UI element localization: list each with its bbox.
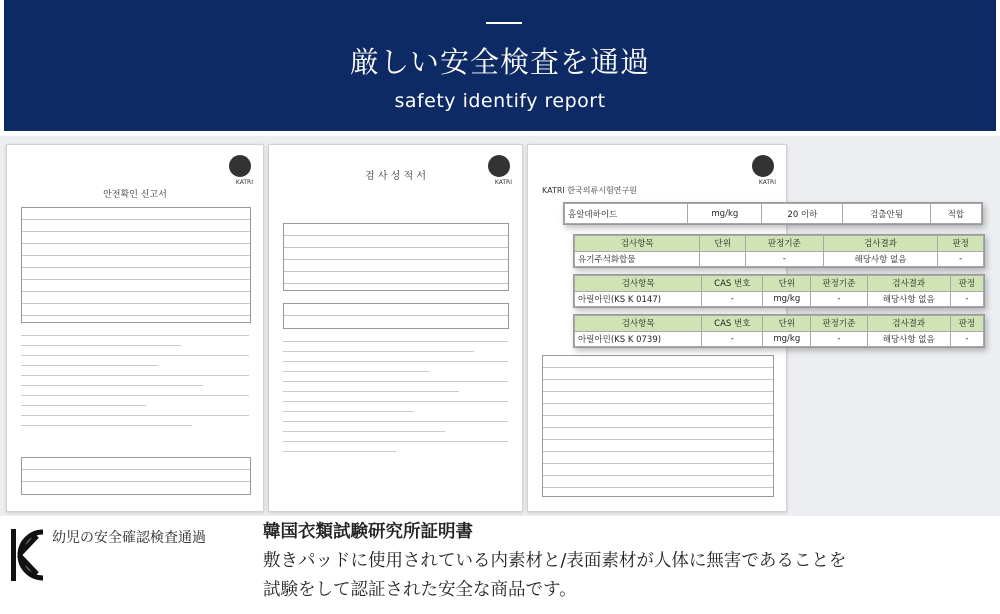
document-title: 검 사 성 적 서 — [364, 171, 426, 182]
title-divider — [486, 22, 522, 24]
unit: mg/kg — [688, 204, 762, 224]
document-title: 안전확인 신고서 — [103, 190, 167, 200]
result-card-formaldehyde — [563, 202, 983, 225]
row-cell: 해당사항 없음 — [823, 251, 938, 267]
document-text-lines — [21, 335, 249, 435]
katri-logo-text: KATRI — [494, 179, 512, 186]
certificate-photo — [0, 136, 1000, 516]
row-cell: 아릴아민(KS K 0147) — [575, 291, 702, 307]
katri-logo-text: KATRI — [758, 179, 776, 186]
header-cell: CAS 번호 — [702, 276, 763, 292]
header-cell: 단위 — [763, 316, 811, 332]
kc-mark-icon — [9, 527, 47, 583]
header-cell: 판정 — [950, 276, 983, 292]
row-cell: - — [938, 251, 984, 267]
header-cell: 판정기준 — [811, 316, 867, 332]
katri-logo-text: KATRI — [235, 179, 253, 186]
document-safety-report — [6, 144, 264, 512]
header-cell: 판정기준 — [811, 276, 867, 292]
header-cell: 판정 — [938, 236, 984, 252]
cert-text-line: 敷きパッドに使用されている内素材と/表面素材が人体に無害であることを — [263, 551, 847, 571]
test-item: 홈알데하이드 — [565, 204, 688, 224]
result-card-arylamine-0147 — [573, 274, 985, 308]
document-sample-grid — [283, 303, 509, 329]
row-cell — [700, 251, 746, 267]
row-cell: - — [950, 331, 983, 347]
document-form-grid — [21, 207, 251, 323]
certificate-description — [263, 518, 846, 605]
header-banner — [4, 0, 996, 131]
katri-logo-icon — [752, 155, 774, 177]
row-cell: mg/kg — [763, 291, 811, 307]
row-cell: - — [746, 251, 824, 267]
header-cell: 검사항목 — [575, 316, 702, 332]
row-cell: mg/kg — [763, 331, 811, 347]
document-form-grid — [283, 223, 509, 291]
header-cell: 검사항목 — [575, 236, 700, 252]
document-flow-grid — [21, 457, 251, 495]
document-test-report — [268, 144, 523, 512]
banner-title: 厳しい安全検査を通過 — [349, 45, 650, 79]
limit-value: 20 이하 — [762, 204, 843, 224]
result-card-arylamine-0739 — [573, 314, 985, 348]
header-cell: 단위 — [700, 236, 746, 252]
row-cell: 아릴아민(KS K 0739) — [575, 331, 702, 347]
row-cell: - — [950, 291, 983, 307]
header-cell: 검사항목 — [575, 276, 702, 292]
banner-subtitle: safety identify report — [394, 90, 606, 112]
row-cell: - — [811, 331, 867, 347]
header-cell: CAS 번호 — [702, 316, 763, 332]
header-cell: 검사결과 — [867, 316, 950, 332]
result-value: 검출안됨 — [843, 204, 930, 224]
row-cell: - — [702, 331, 763, 347]
row-cell: 유기주석화합물 — [575, 251, 700, 267]
header-cell: 검사결과 — [867, 276, 950, 292]
kc-mark-label: 幼児の安全確認検査通過 — [52, 530, 206, 546]
header-cell: 검사결과 — [823, 236, 938, 252]
row-cell: 해당사항 없음 — [867, 291, 950, 307]
row-cell: - — [811, 291, 867, 307]
document-header: KATRI 한국의류시험연구원 — [542, 186, 637, 195]
cert-text-line: 試験をして認証された安全な商品です。 — [263, 580, 577, 600]
judgement: 적합 — [930, 204, 981, 224]
row-cell: - — [702, 291, 763, 307]
header-cell: 단위 — [763, 276, 811, 292]
document-text-lines — [283, 341, 508, 461]
cert-heading: 韓国衣類試験研究所証明書 — [263, 522, 473, 542]
row-cell: 해당사항 없음 — [867, 331, 950, 347]
header-cell: 판정기준 — [746, 236, 824, 252]
header-cell: 판정 — [950, 316, 983, 332]
result-card-organotin — [573, 234, 985, 268]
katri-logo-icon — [229, 155, 251, 177]
document-result-grid — [542, 355, 774, 497]
